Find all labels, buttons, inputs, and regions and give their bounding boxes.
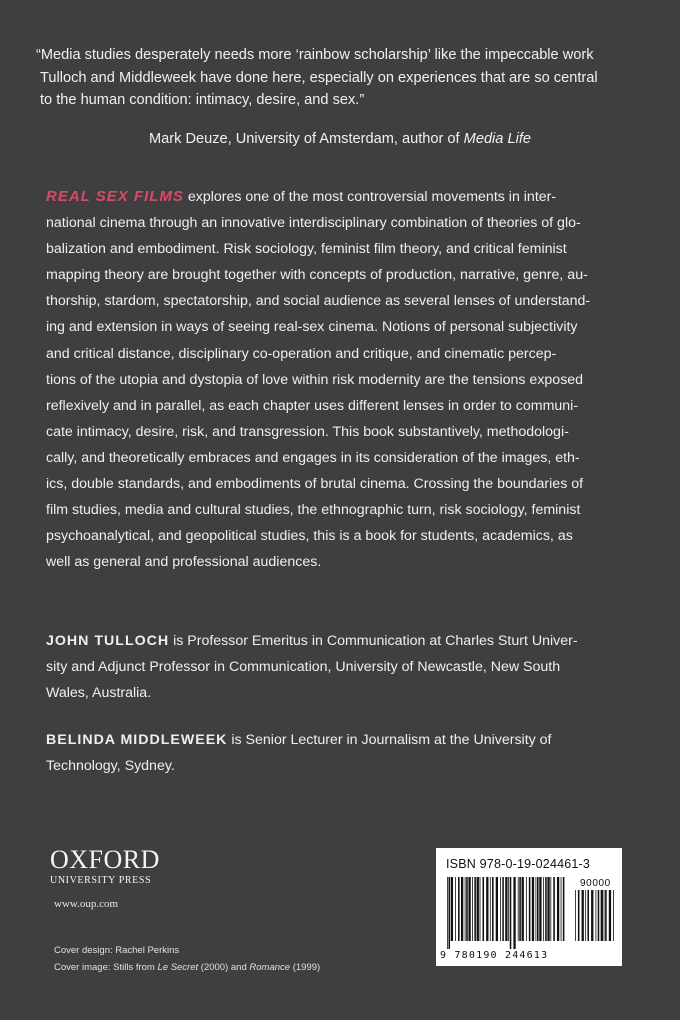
- author-bio-tulloch: [46, 628, 636, 706]
- barcode-bar: [587, 890, 589, 941]
- attribution-book-title: Media Life: [463, 131, 532, 147]
- cover-credits: [54, 942, 320, 976]
- quote-line-2: Tulloch and Middleweek have done here, especially on experiences that are so central: [40, 69, 598, 86]
- bio-text: is Senior Lecturer in Journalism at the University of: [227, 732, 552, 748]
- credit-text: Cover image: Stills from: [54, 962, 158, 973]
- blurb-line: cally, and theoretically embraces and engages in its consideration of the images, eth-: [46, 449, 580, 466]
- book-description: [46, 184, 636, 575]
- author-name: JOHN TULLOCH: [46, 633, 170, 649]
- barcode-bar: [537, 877, 539, 941]
- blurb-line: psychoanalytical, and geopolitical studies, this is a book for students, academics, as: [46, 528, 573, 545]
- barcode-bar: [563, 877, 565, 941]
- barcode-bar: [492, 877, 494, 941]
- barcode-bar: [480, 877, 481, 941]
- blurb-line: national cinema through an innovative interdisciplinary combination of theories of glo-: [46, 215, 581, 232]
- barcode-bar: [496, 877, 498, 941]
- blurb-line: thorship, stardom, spectatorship, and social audience as several lenses of understand-: [46, 293, 591, 310]
- barcode-bar: [585, 890, 586, 941]
- bio-line: [46, 727, 636, 753]
- author-name: BELINDA MIDDLEWEEK: [46, 732, 228, 748]
- bio-line: [46, 628, 636, 654]
- barcode-bar: [553, 877, 555, 941]
- oxford-logo: [50, 847, 180, 886]
- film-title: Le Secret: [157, 962, 199, 973]
- barcode-bar: [536, 877, 537, 941]
- barcode-bar: [508, 877, 509, 941]
- barcode-bar: [543, 877, 544, 941]
- barcode-bar: [582, 890, 584, 941]
- logo-wordmark: OXFORD: [50, 845, 160, 874]
- quote-line-3: to the human condition: intimacy, desire, and sex.”: [40, 92, 365, 108]
- credit-text: (1999): [290, 962, 321, 973]
- isbn-number: ISBN 978-0-19-024461-3: [446, 857, 591, 871]
- film-title: Romance: [249, 962, 291, 973]
- barcode-bar: [518, 877, 519, 941]
- barcode-main-bars: [447, 877, 565, 949]
- barcode-bar: [529, 877, 531, 941]
- publisher-website: www.oup.com: [54, 898, 119, 910]
- quote-line-1: “Media studies desperately needs more ‘rainbow scholarship’ like the impeccable work: [36, 47, 594, 63]
- barcode-bar: [449, 877, 451, 949]
- barcode-bar: [447, 877, 448, 949]
- blurb-line: ics, double standards, and embodiments of brutal cinema. Crossing the boundaries of: [46, 476, 584, 493]
- barcode-bar: [539, 877, 541, 941]
- barcode-bar: [605, 890, 607, 941]
- bio-line: Wales, Australia.: [46, 685, 152, 702]
- barcode-bar: [490, 877, 491, 941]
- blurb-line: balization and embodiment. Risk sociology, feminist film theory, and critical feminist: [46, 241, 567, 258]
- barcode-bar: [561, 877, 562, 941]
- barcode-bar: [550, 877, 551, 941]
- barcode-bar: [519, 877, 521, 941]
- credit-text: (2000) and: [198, 962, 250, 973]
- barcode-bar: [510, 877, 512, 949]
- barcode-bar: [591, 890, 593, 941]
- barcode-bar: [500, 877, 501, 941]
- barcode-bar: [578, 890, 580, 941]
- barcode-bar: [601, 890, 603, 941]
- barcode-bar: [502, 877, 504, 941]
- blurb-line: well as general and professional audiences.: [46, 554, 322, 571]
- barcode-bar: [486, 877, 488, 941]
- bio-line: sity and Adjunct Professor in Communication, University of Newcastle, New South: [46, 659, 561, 676]
- barcode-bar: [557, 877, 559, 941]
- quote-attribution: [40, 131, 640, 147]
- blurb-line: cate intimacy, desire, risk, and transgression. This book substantively, methodologi-: [46, 423, 569, 440]
- blurb-line: and critical distance, disciplinary co-operation and critique, and cinematic percep-: [46, 345, 557, 362]
- barcode-bar: [532, 877, 534, 941]
- barcode-bar: [455, 877, 456, 941]
- barcode-bar: [596, 890, 597, 941]
- barcode-bar: [466, 877, 468, 941]
- barcode-bar: [613, 890, 614, 941]
- barcode-bar: [598, 890, 600, 941]
- barcode-bar: [474, 877, 476, 941]
- barcode-bar: [472, 877, 473, 941]
- author-bio-middleweek: [46, 727, 636, 779]
- barcode-bar: [451, 877, 453, 941]
- blurb-line: ing and extension in ways of seeing real-sex cinema. Notions of personal subjectivity: [46, 319, 578, 336]
- barcode-bar: [458, 877, 460, 941]
- blurb-line: tions of the utopia and dystopia of love within risk modernity are the tensions exposed: [46, 371, 584, 388]
- barcode-bar: [522, 877, 524, 941]
- cover-image-credit: [54, 959, 320, 976]
- barcode-bar: [604, 890, 605, 941]
- barcode-bar: [513, 877, 515, 949]
- isbn-barcode: [436, 848, 622, 966]
- barcode-bar: [468, 877, 470, 941]
- barcode-bar: [477, 877, 479, 941]
- barcode-bar: [465, 877, 466, 941]
- barcode-bar: [547, 877, 549, 941]
- barcode-bar: [461, 877, 463, 941]
- cover-design-credit: Cover design: Rachel Perkins: [54, 945, 180, 956]
- barcode-digits: 9 780190 244613: [440, 950, 549, 961]
- endorsement-quote: [36, 44, 648, 112]
- barcode-bar: [609, 890, 611, 941]
- logo-subtitle: UNIVERSITY PRESS: [50, 875, 152, 886]
- price-code: 90000: [580, 878, 611, 889]
- blurb-line: [46, 184, 636, 210]
- bio-line: Technology, Sydney.: [46, 758, 175, 775]
- barcode-bar: [483, 877, 485, 941]
- bio-text: is Professor Emeritus in Communication at Charles Sturt Univer-: [169, 633, 578, 649]
- book-title: REAL SEX FILMS: [46, 188, 184, 205]
- blurb-line: reflexively and in parallel, as each chapter uses different lenses in order to communi-: [46, 397, 579, 414]
- attribution-text: Mark Deuze, University of Amsterdam, author of: [148, 131, 464, 147]
- blurb-line: film studies, media and cultural studies, the ethnographic turn, risk sociology, feminist: [46, 502, 581, 519]
- barcode-bar: [545, 877, 547, 941]
- barcode-addon-bars: [575, 890, 615, 949]
- barcode-bar: [505, 877, 507, 941]
- barcode-bar: [526, 877, 527, 941]
- blurb-line-text: explores one of the most controversial movements in inter-: [183, 189, 557, 205]
- blurb-line: mapping theory are brought together with concepts of production, narrative, genre, au-: [46, 267, 588, 284]
- barcode-bar: [575, 890, 576, 941]
